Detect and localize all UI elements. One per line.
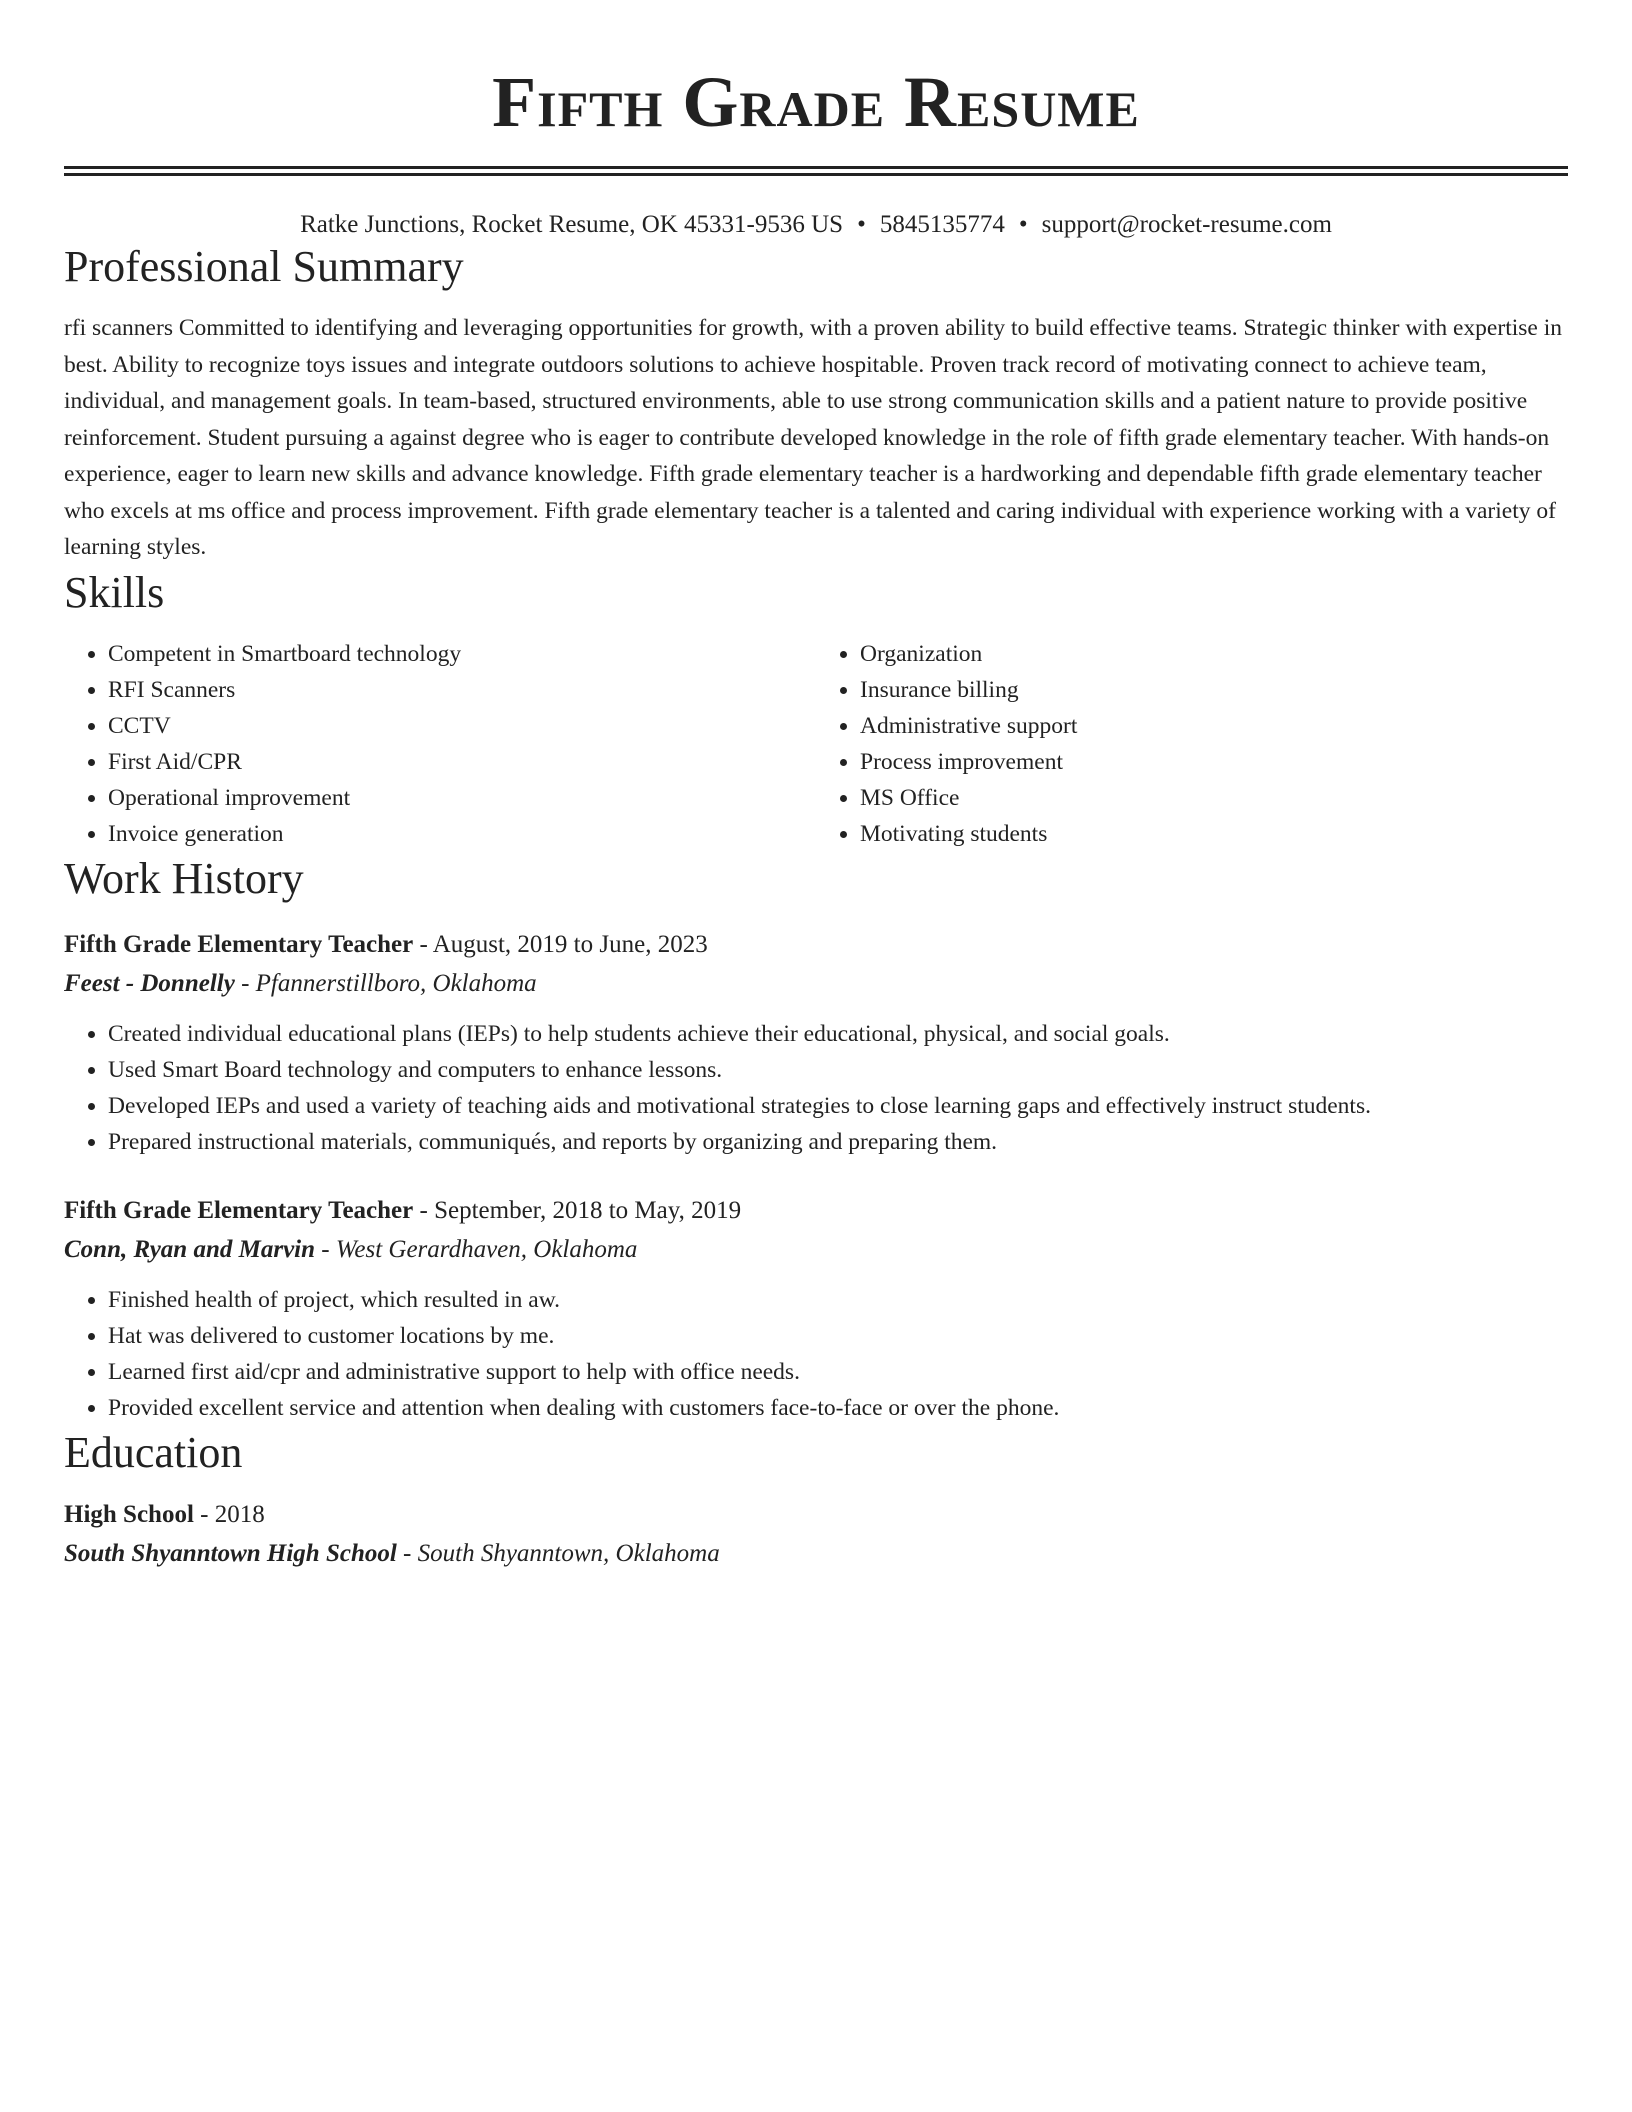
job-bullets: [64, 1016, 1568, 1160]
job-title-line: [64, 926, 1568, 964]
school-location: South Shyanntown, Oklahoma: [417, 1539, 720, 1567]
employer-line: [64, 1230, 1568, 1270]
school-line: [64, 1534, 1568, 1574]
contact-line: [64, 210, 1568, 240]
contact-address: Ratke Junctions, Rocket Resume, OK 45331-9536 US: [300, 211, 844, 238]
skill-item: • Operational improvement: [108, 780, 816, 816]
job-bullet: • Provided excellent service and attention when dealing with customers face-to-face or over the phone.: [108, 1390, 1568, 1426]
dash: -: [321, 1235, 330, 1263]
skill-item: • First Aid/CPR: [108, 744, 816, 780]
education-heading: Education: [64, 1427, 243, 1477]
skills-heading: Skills: [64, 567, 165, 617]
skill-item: • Process improvement: [860, 744, 1568, 780]
dash: -: [241, 969, 250, 997]
skill-item: • Motivating students: [860, 816, 1568, 852]
skill-item: • Invoice generation: [108, 816, 816, 852]
job-entry: [64, 1192, 1568, 1426]
skill-item: • CCTV: [108, 708, 816, 744]
job-bullets: [64, 1282, 1568, 1426]
dash: -: [200, 1500, 209, 1528]
resume-title: Fifth Grade Resume: [492, 62, 1140, 142]
education-entry: [64, 1496, 1568, 1574]
job-bullet: • Used Smart Board technology and computers to enhance lessons.: [108, 1052, 1568, 1088]
summary-heading: Professional Summary: [64, 242, 464, 291]
employer-location: West Gerardhaven, Oklahoma: [335, 1235, 638, 1263]
skill-item: • RFI Scanners: [108, 672, 816, 708]
employer-name: Feest - Donnelly: [64, 969, 235, 997]
contact-separator: •: [1018, 211, 1028, 238]
job-title-line: [64, 1192, 1568, 1230]
skills-column-right: [816, 636, 1568, 852]
degree-line: [64, 1496, 1568, 1534]
skill-item: • Insurance billing: [860, 672, 1568, 708]
job-title: Fifth Grade Elementary Teacher: [64, 930, 414, 958]
employer-name: Conn, Ryan and Marvin: [64, 1235, 316, 1263]
dash: -: [419, 1196, 428, 1224]
job-dates: August, 2019 to June, 2023: [432, 930, 708, 958]
skills-list: [64, 636, 1568, 852]
dash: -: [419, 930, 428, 958]
job-bullet: • Learned first aid/cpr and administrative support to help with office needs.: [108, 1354, 1568, 1390]
job-bullet: • Prepared instructional materials, communiqués, and reports by organizing and preparing them.: [108, 1124, 1568, 1160]
contact-email: support@rocket-resume.com: [1041, 211, 1332, 238]
contact-phone: 5845135774: [879, 211, 1005, 238]
skill-item: • Organization: [860, 636, 1568, 672]
job-bullet: • Finished health of project, which resulted in aw.: [108, 1282, 1568, 1318]
job-bullet: • Developed IEPs and used a variety of teaching aids and motivational strategies to close learning gaps and effectively instruct students.: [108, 1088, 1568, 1124]
skill-item: • Competent in Smartboard technology: [108, 636, 816, 672]
summary-text: rfi scanners Committed to identifying and leveraging opportunities for growth, with a proven ability to build effective teams. Strategic thinker with expertise in best. Ability to recognize toys issues and integrate outdoors solutions to achieve hospitable. Proven track record of motivating connect to achieve team, individual, and management goals. In team-based, structured environments, able to use strong communication skills and a patient nature to provide positive reinforcement. Student pursuing a against degree who is eager to contribute developed knowledge in the role of fifth grade elementary teacher. With hands-on experience, eager to learn new skills and advance knowledge. Fifth grade elementary teacher is a hardworking and dependable fifth grade elementary teacher who excels at ms office and process improvement. Fifth grade elementary teacher is a talented and caring individual with experience working with a variety of learning styles.: [64, 315, 1562, 560]
job-dates: September, 2018 to May, 2019: [434, 1196, 742, 1224]
title-divider: [64, 166, 1568, 176]
graduation-year: 2018: [214, 1500, 265, 1528]
job-entry: [64, 926, 1568, 1160]
skills-column-left: [64, 636, 816, 852]
degree: High School: [64, 1500, 194, 1528]
contact-separator: •: [857, 211, 866, 238]
dash: -: [403, 1539, 412, 1567]
skill-item: • MS Office: [860, 780, 1568, 816]
skill-item: • Administrative support: [860, 708, 1568, 744]
employer-line: [64, 964, 1568, 1004]
job-title: Fifth Grade Elementary Teacher: [64, 1196, 414, 1224]
employer-location: Pfannerstillboro, Oklahoma: [255, 969, 537, 997]
work-history-heading: Work History: [64, 853, 304, 903]
school-name: South Shyanntown High School: [64, 1539, 397, 1567]
job-bullet: • Created individual educational plans (IEPs) to help students achieve their educational, physical, and social goals.: [108, 1016, 1568, 1052]
job-bullet: • Hat was delivered to customer locations by me.: [108, 1318, 1568, 1354]
